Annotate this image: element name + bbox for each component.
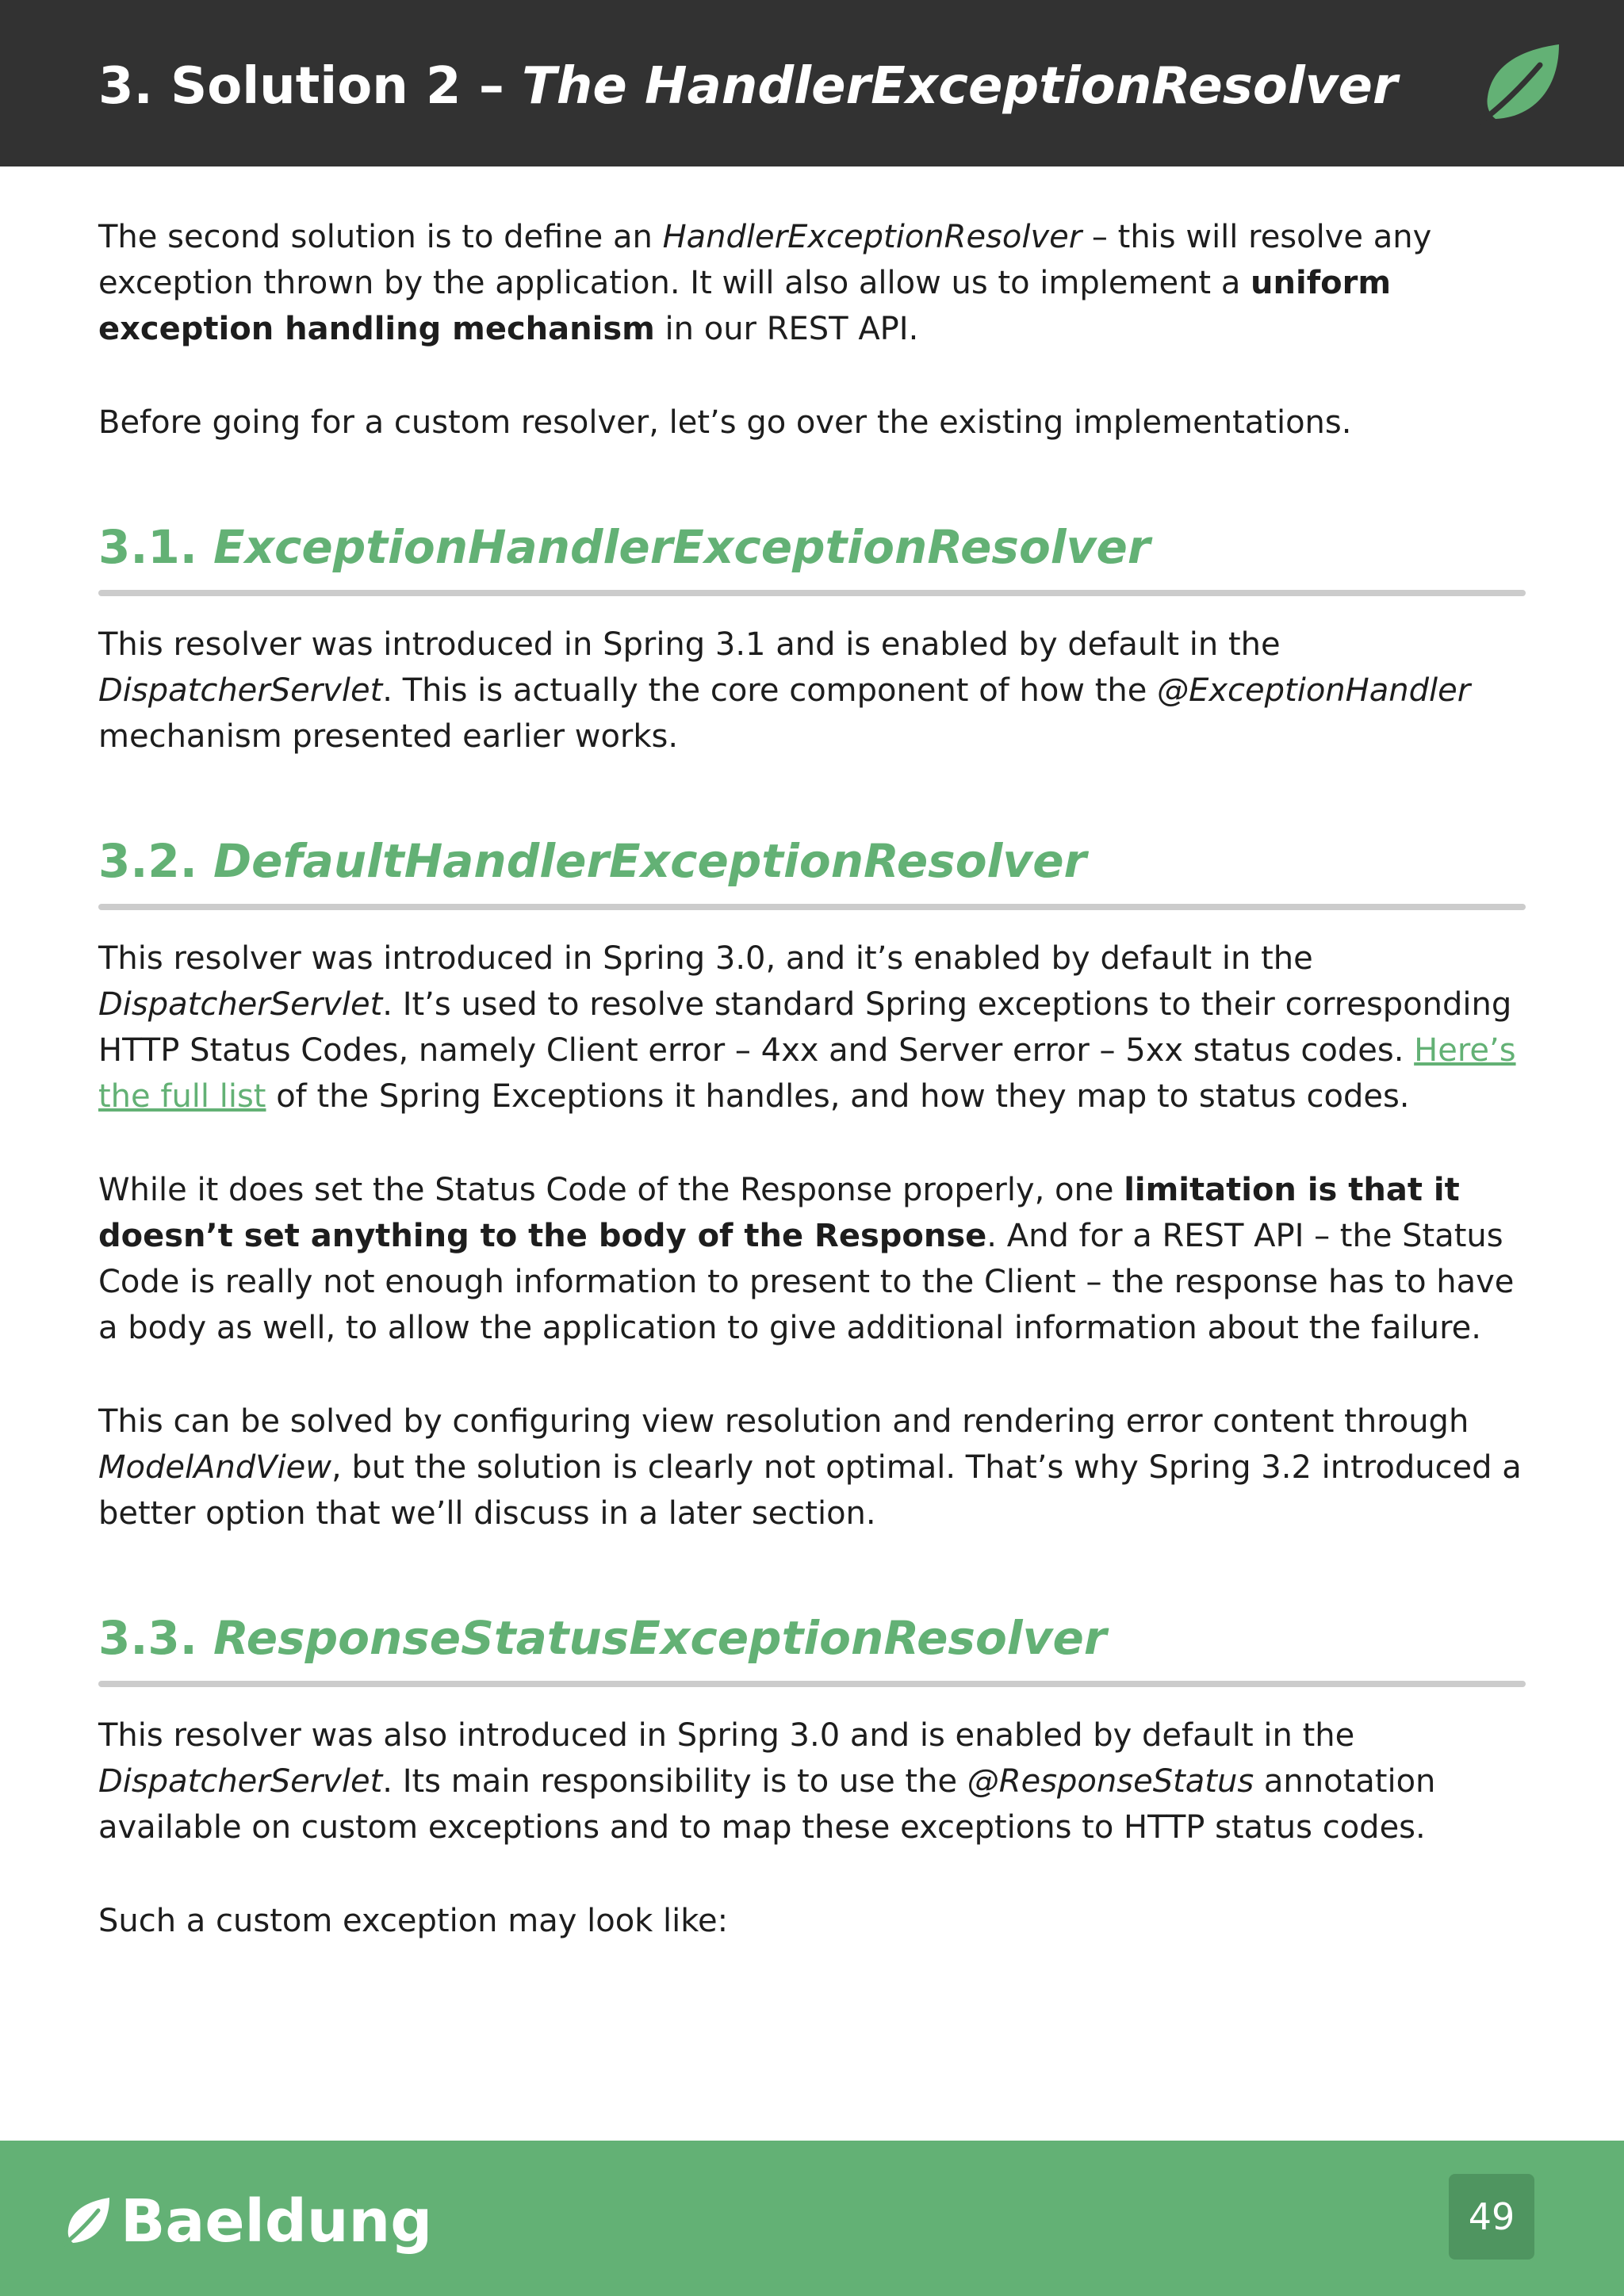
page-title-prefix: 3. Solution 2 – bbox=[98, 57, 523, 116]
code-term: DispatcherServlet bbox=[98, 986, 383, 1023]
text-run: . It’s used to resolve standard Spring exceptions to their corresponding HTTP Status Codes, namely Client error – 4xx and Server error – 5xx status codes. bbox=[98, 986, 1512, 1069]
section-3-3-paragraph-1 bbox=[98, 1712, 1526, 1850]
text-run: This resolver was introduced in Spring 3.0, and it’s enabled by default in the bbox=[98, 940, 1313, 977]
section-3-3-paragraph-2: Such a custom exception may look like: bbox=[98, 1903, 729, 1939]
section-3-1-paragraph-1 bbox=[98, 622, 1526, 760]
section-title: ResponseStatusExceptionResolver bbox=[213, 1611, 1107, 1665]
intro-paragraph-2: Before going for a custom resolver, let’s go over the existing implementations. bbox=[98, 404, 1352, 441]
full-list-link[interactable]: Here’s the full list bbox=[98, 1032, 1516, 1115]
page-number-badge: 49 bbox=[1449, 2174, 1534, 2260]
text-run: . And for a REST API – the Status Code is really not enough information to present to the Client – the response has to have a body as well, to allow the application to give additional information about the failure. bbox=[98, 1218, 1515, 1346]
text-run: mechanism presented earlier works. bbox=[98, 718, 679, 755]
section-number: 3.1. bbox=[98, 520, 213, 574]
text-run: This resolver was also introduced in Spring 3.0 and is enabled by default in the bbox=[98, 1717, 1355, 1754]
page-header bbox=[0, 0, 1624, 166]
section-3-2-paragraph-3 bbox=[98, 1399, 1526, 1536]
code-term: @ExceptionHandler bbox=[1157, 672, 1471, 709]
page-title bbox=[98, 57, 1397, 116]
page-title-italic: The HandlerExceptionResolver bbox=[522, 57, 1398, 116]
section-heading-3-1 bbox=[98, 515, 1526, 579]
text-run: This can be solved by configuring view resolution and rendering error content through bbox=[98, 1403, 1469, 1440]
text-run: This resolver was introduced in Spring 3.1 and is enabled by default in the bbox=[98, 626, 1281, 663]
text-run: . This is actually the core component of how the bbox=[382, 672, 1158, 709]
bold-phrase: uniform exception handling mechanism bbox=[98, 265, 1391, 347]
code-term: HandlerExceptionResolver bbox=[662, 219, 1082, 255]
brand-name: Baeldung bbox=[121, 2187, 433, 2256]
section-number: 3.3. bbox=[98, 1611, 213, 1665]
section-title: ExceptionHandlerExceptionResolver bbox=[213, 520, 1151, 574]
section-heading-3-3 bbox=[98, 1606, 1526, 1670]
text-run: – this will resolve any exception thrown by the application. It will also allow us to implement a bbox=[98, 219, 1432, 301]
text-run: The second solution is to define an bbox=[98, 219, 663, 255]
section-title: DefaultHandlerExceptionResolver bbox=[213, 834, 1087, 888]
text-run: in our REST API. bbox=[654, 311, 919, 347]
section-3-2-paragraph-2 bbox=[98, 1167, 1526, 1351]
code-term: DispatcherServlet bbox=[98, 1763, 383, 1800]
text-run: . Its main responsibility is to use the bbox=[382, 1763, 967, 1800]
intro-paragraph-1 bbox=[98, 214, 1526, 352]
section-divider bbox=[98, 590, 1526, 596]
brand-logo bbox=[60, 2187, 433, 2256]
leaf-icon bbox=[1477, 41, 1564, 127]
section-heading-3-2 bbox=[98, 829, 1526, 893]
page-footer bbox=[0, 2141, 1624, 2296]
section-divider bbox=[98, 904, 1526, 910]
code-term: @ResponseStatus bbox=[967, 1763, 1254, 1800]
section-divider bbox=[98, 1681, 1526, 1687]
text-run: annotation available on custom exceptions and to map these exceptions to HTTP status codes. bbox=[98, 1763, 1436, 1846]
code-term: DispatcherServlet bbox=[98, 672, 383, 709]
bold-phrase: limitation is that it doesn’t set anything to the body of the Response bbox=[98, 1172, 1460, 1254]
section-number: 3.2. bbox=[98, 834, 213, 888]
text-run: of the Spring Exceptions it handles, and how they map to status codes. bbox=[266, 1078, 1410, 1115]
page-content bbox=[98, 214, 1526, 1992]
text-run: While it does set the Status Code of the Response properly, one bbox=[98, 1172, 1124, 1208]
text-run: , but the solution is clearly not optimal. That’s why Spring 3.2 introduced a better option that we’ll discuss in a later section. bbox=[98, 1449, 1522, 1532]
section-3-2-paragraph-1 bbox=[98, 936, 1526, 1119]
code-term: ModelAndView bbox=[98, 1449, 332, 1486]
leaf-icon bbox=[60, 2195, 113, 2248]
